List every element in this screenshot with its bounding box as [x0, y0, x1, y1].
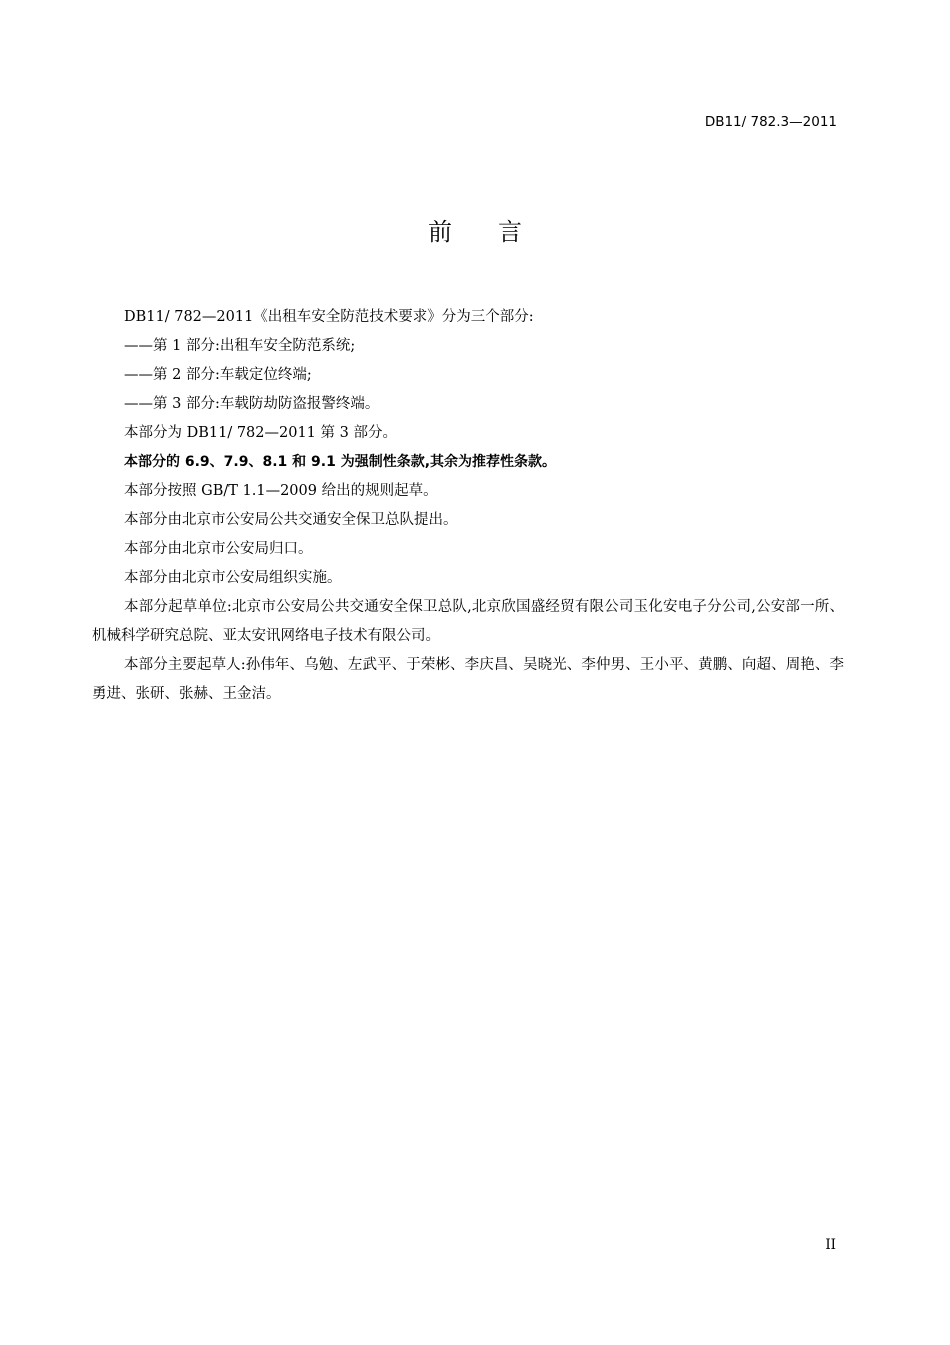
paragraph-drafting-units: 本部分起草单位:北京市公安局公共交通安全保卫总队,北京欣国盛经贸有限公司玉化安电子分公司,公安部一所、机械科学研究总院、亚太安讯网络电子技术有限公司。	[92, 599, 844, 644]
foreword-body	[92, 303, 844, 709]
paragraph-drafting-rules: 本部分按照 GB/T 1.1—2009 给出的规则起草。	[124, 483, 438, 499]
page-title: 前言	[428, 218, 568, 246]
paragraph-part-2: ——第 2 部分:车载定位终端;	[124, 367, 312, 383]
paragraph-proposed-by: 本部分由北京市公安局公共交通安全保卫总队提出。	[124, 512, 458, 528]
paragraph-implemented-by: 本部分由北京市公安局组织实施。	[124, 570, 342, 586]
paragraph-part-1: ——第 1 部分:出租车安全防范系统;	[124, 338, 356, 354]
page-number: II	[825, 1237, 836, 1253]
paragraph-mandatory-clauses: 本部分的 6.9、7.9、8.1 和 9.1 为强制性条款,其余为推荐性条款。	[124, 454, 557, 470]
paragraph-parts-intro: DB11/ 782—2011《出租车安全防范技术要求》分为三个部分:	[124, 309, 534, 325]
paragraph-drafters: 本部分主要起草人:孙伟年、乌勉、左武平、于荣彬、李庆昌、吴晓光、李仲男、王小平、黄鹏、向超、周艳、李勇进、张研、张赫、王金洁。	[92, 657, 844, 702]
paragraph-part-3: ——第 3 部分:车载防劫防盗报警终端。	[124, 396, 380, 412]
paragraph-centralized-by: 本部分由北京市公安局归口。	[124, 541, 313, 557]
paragraph-this-part: 本部分为 DB11/ 782—2011 第 3 部分。	[124, 425, 397, 441]
standard-number: DB11/ 782.3—2011	[704, 114, 837, 130]
